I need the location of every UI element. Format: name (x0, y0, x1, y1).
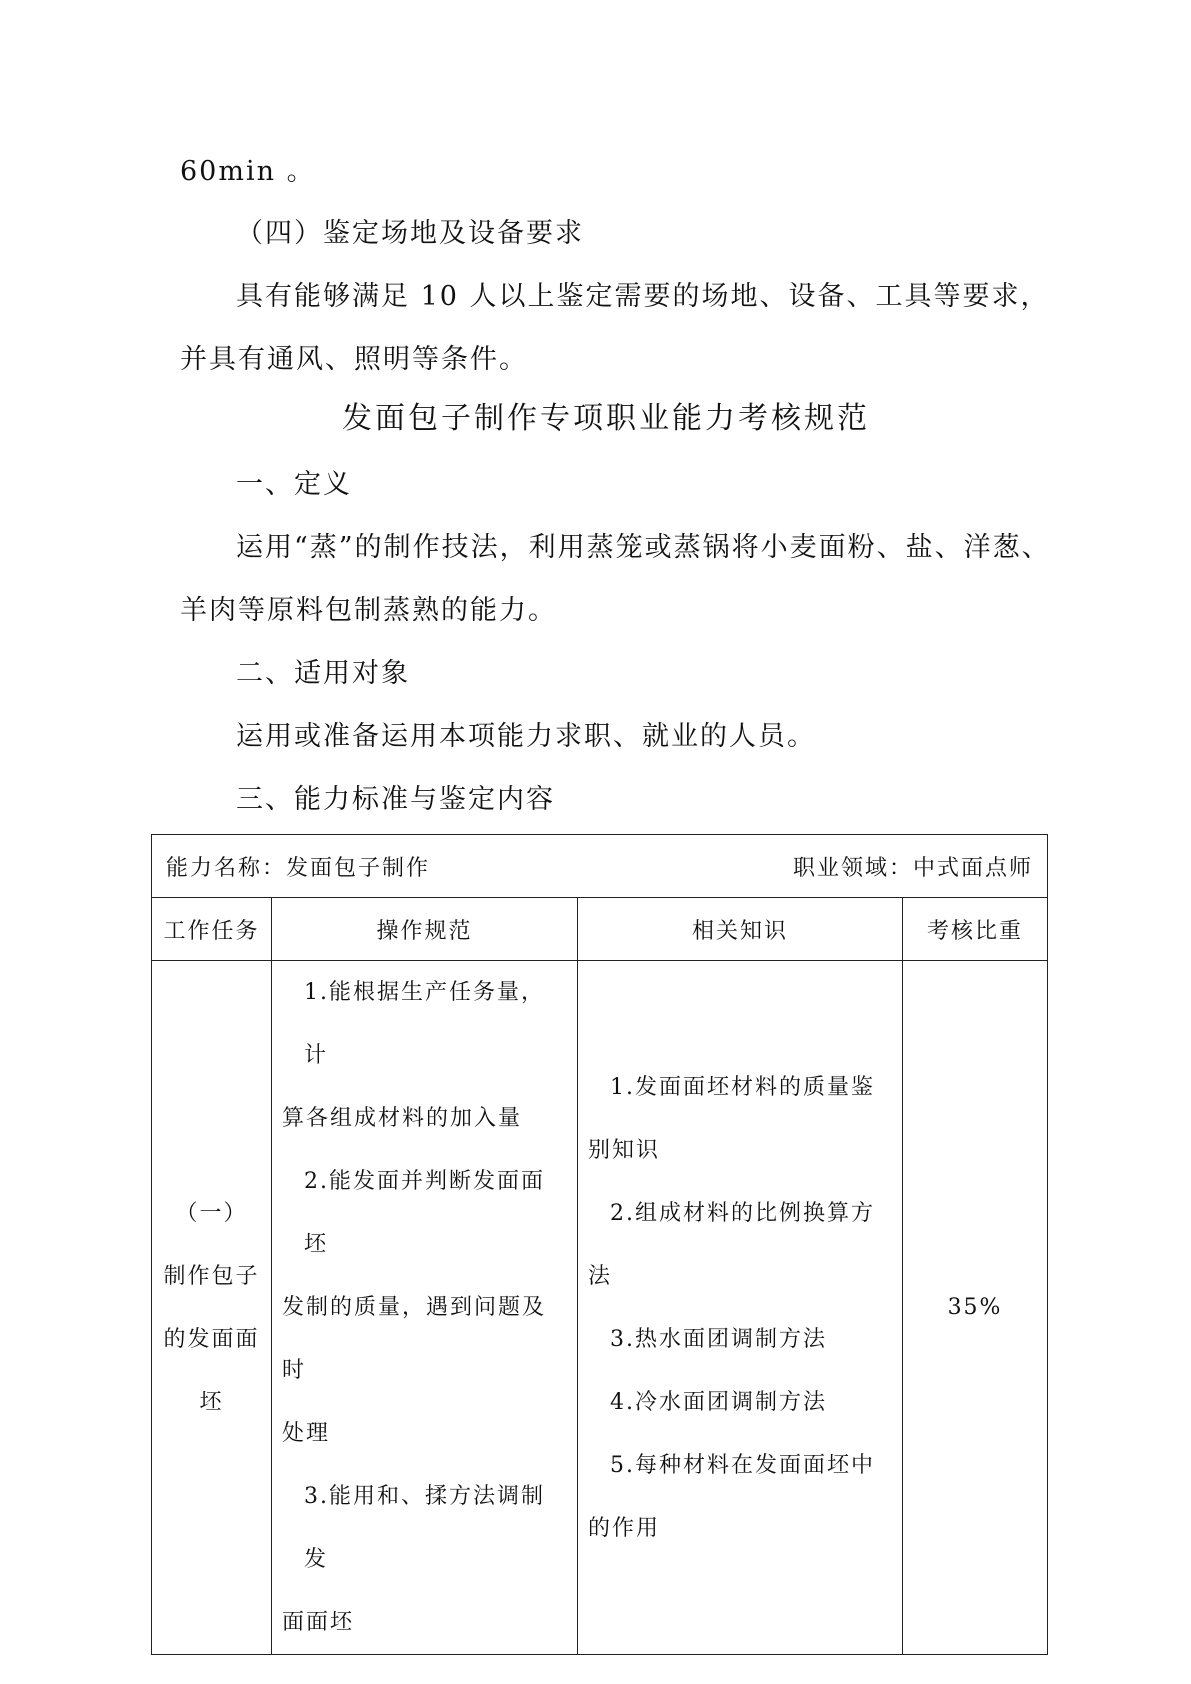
column-header-task: 工作任务 (152, 898, 272, 961)
definition-line-2: 羊肉等原料包制蒸熟的能力。 (180, 595, 557, 626)
definition-heading: 一、定义 (236, 469, 352, 500)
knowledge-line: 2.组成材料的比例换算方 (610, 1200, 875, 1226)
knowledge-line: 别知识 (588, 1137, 661, 1163)
operation-line: 处理 (282, 1421, 331, 1446)
operation-line: 3.能用和、揉方法调制发 (304, 1484, 545, 1572)
knowledge-line: 5.每种材料在发面面坯中 (610, 1452, 875, 1478)
ability-name: 能力名称：发面包子制作 (166, 855, 431, 881)
operation-line: 算各组成材料的加入量 (282, 1106, 523, 1131)
section-4-paragraph-line-2: 并具有通风、照明等条件。 (180, 344, 528, 375)
knowledge-line: 3.热水面团调制方法 (610, 1326, 827, 1352)
operation-line: 面面坯 (282, 1610, 355, 1635)
column-header-row (152, 898, 1048, 961)
operation-line: 发制的质量，遇到问题及时 (282, 1295, 547, 1383)
definition-line-1: 运用“蒸”的制作技法，利用蒸笼或蒸锅将小麦面粉、盐、洋葱、 (236, 532, 1051, 563)
weight-cell: 35% (903, 961, 1048, 1655)
ability-header-cell (152, 835, 1048, 898)
section-4-paragraph-line-1: 具有能够满足 10 人以上鉴定需要的场地、设备、工具等要求， (236, 281, 1050, 312)
knowledge-cell (578, 961, 903, 1655)
standards-heading: 三、能力标准与鉴定内容 (236, 784, 555, 815)
applicable-persons-heading: 二、适用对象 (236, 658, 410, 689)
operation-spec-cell (272, 961, 578, 1655)
operation-line: 1.能根据生产任务量，计 (304, 980, 545, 1068)
column-header-weight: 考核比重 (903, 898, 1048, 961)
column-header-operation: 操作规范 (272, 898, 578, 961)
previous-section-tail: 60min 。 (180, 156, 316, 187)
column-header-knowledge: 相关知识 (578, 898, 903, 961)
document-title: 发面包子制作专项职业能力考核规范 (342, 401, 870, 436)
occupation-field: 职业领域：中式面点师 (793, 855, 1034, 881)
knowledge-line: 4.冷水面团调制方法 (610, 1389, 827, 1415)
knowledge-line: 的作用 (588, 1515, 661, 1541)
assessment-table (151, 834, 1048, 1655)
task-cell (152, 961, 272, 1655)
section-4-heading: （四）鉴定场地及设备要求 (236, 218, 584, 249)
task-line: 制作包子 (163, 1263, 260, 1289)
applicable-persons-text: 运用或准备运用本项能力求职、就业的人员。 (236, 721, 816, 752)
ability-header-row (152, 835, 1048, 898)
task-line: 的发面面 (163, 1326, 260, 1352)
knowledge-line: 1.发面面坯材料的质量鉴 (610, 1074, 875, 1100)
task-line: （一） (175, 1200, 248, 1226)
task-line: 坯 (199, 1389, 224, 1415)
operation-line: 2.能发面并判断发面面坯 (304, 1169, 545, 1257)
table-row (152, 961, 1048, 1655)
knowledge-line: 法 (588, 1263, 613, 1289)
